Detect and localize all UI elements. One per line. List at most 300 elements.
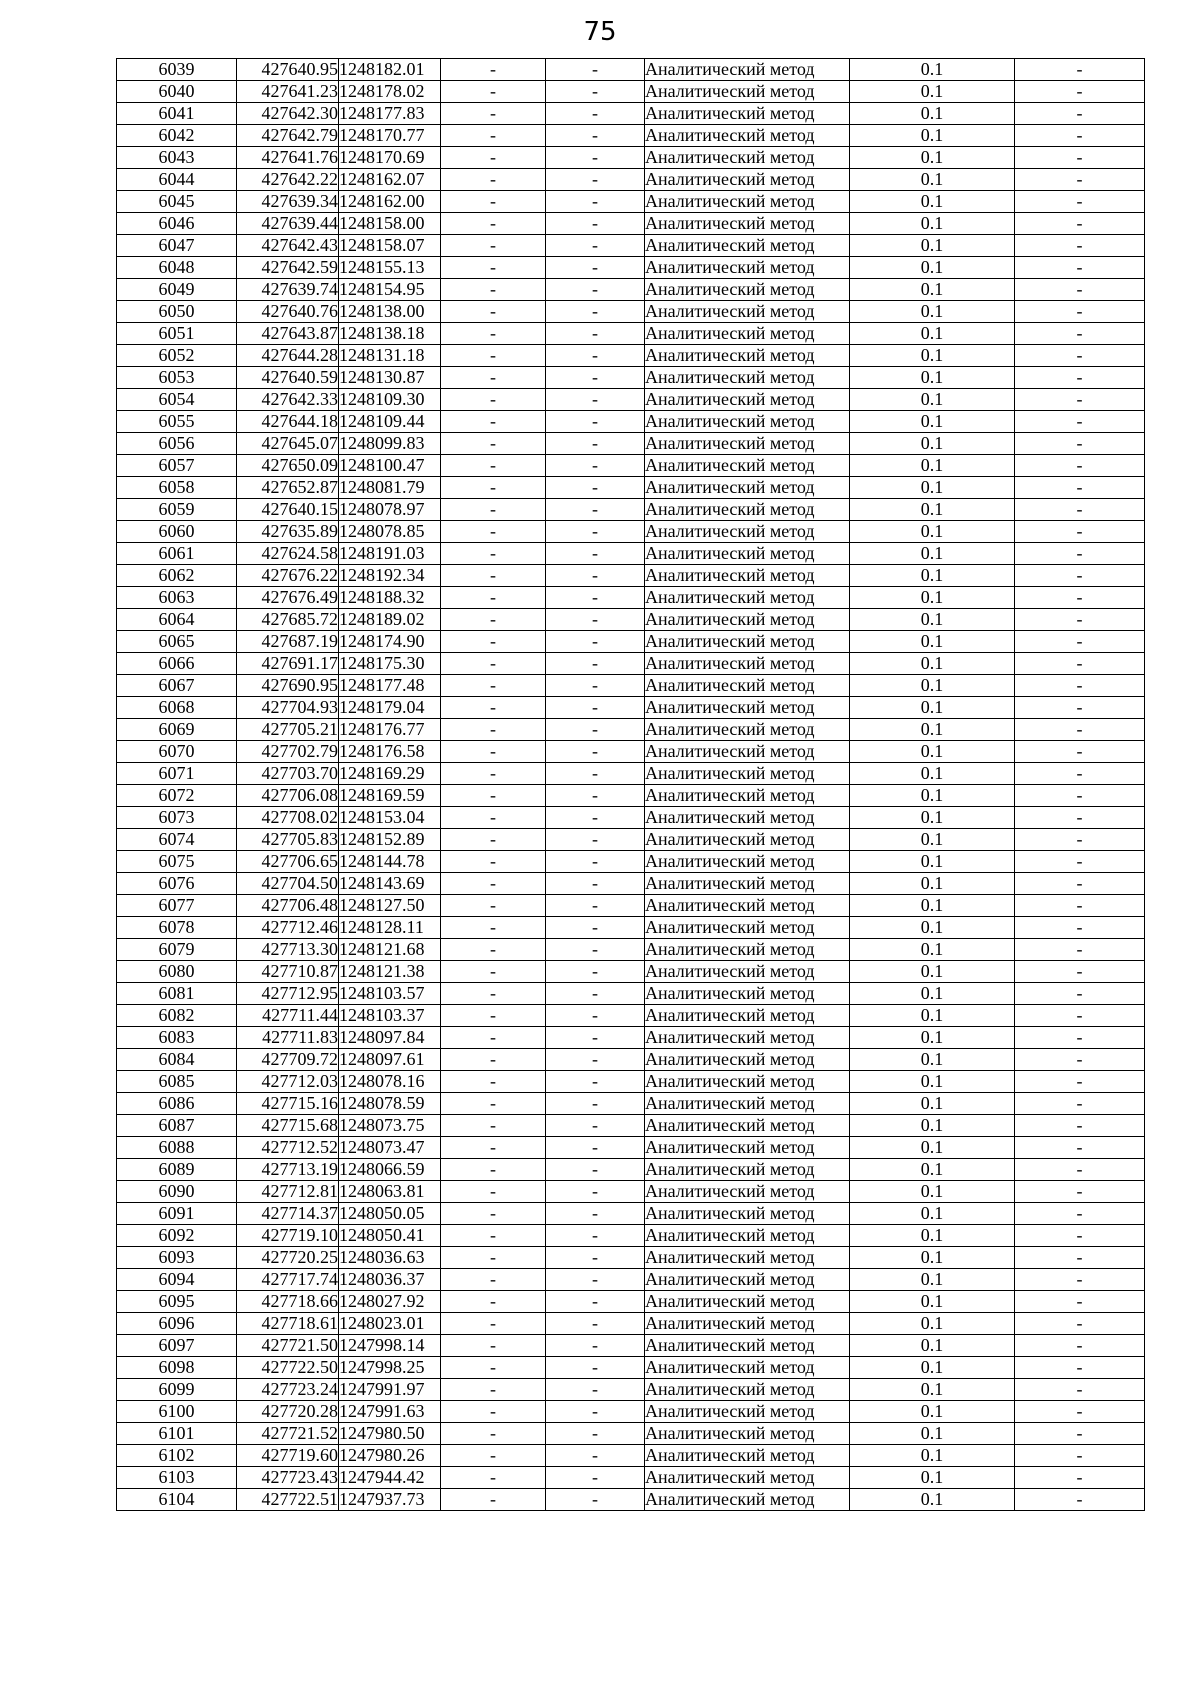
dash-cell-1-cell: - [441,609,546,631]
dash-cell-2-cell: - [546,1269,645,1291]
accuracy-cell: 0.1 [850,785,1015,807]
dash-cell-2-cell: - [546,323,645,345]
dash-cell-2-cell: - [546,1203,645,1225]
dash-cell-1-cell: - [441,191,546,213]
point-number-cell: 6072 [117,785,237,807]
point-number-cell: 6062 [117,565,237,587]
dash-cell-3-cell: - [1015,829,1145,851]
y-coordinate-cell: 1248023.01 [339,1313,441,1335]
point-number-cell: 6059 [117,499,237,521]
dash-cell-2-cell: - [546,565,645,587]
dash-cell-2-cell: - [546,213,645,235]
dash-cell-3-cell: - [1015,367,1145,389]
y-coordinate-cell: 1248027.92 [339,1291,441,1313]
y-coordinate-cell: 1248175.30 [339,653,441,675]
dash-cell-3-cell: - [1015,433,1145,455]
point-number-cell: 6095 [117,1291,237,1313]
table-row [117,1379,1145,1401]
table-row [117,1159,1145,1181]
point-number-cell: 6071 [117,763,237,785]
dash-cell-2-cell: - [546,1379,645,1401]
table-row [117,1357,1145,1379]
dash-cell-1-cell: - [441,1313,546,1335]
accuracy-cell: 0.1 [850,257,1015,279]
dash-cell-2-cell: - [546,939,645,961]
x-coordinate-cell: 427713.30 [237,939,339,961]
dash-cell-3-cell: - [1015,1291,1145,1313]
accuracy-cell: 0.1 [850,807,1015,829]
dash-cell-2-cell: - [546,235,645,257]
dash-cell-3-cell: - [1015,939,1145,961]
dash-cell-1-cell: - [441,169,546,191]
point-number-cell: 6055 [117,411,237,433]
dash-cell-3-cell: - [1015,587,1145,609]
table-row [117,851,1145,873]
method-cell: Аналитический метод [645,411,850,433]
dash-cell-2-cell: - [546,521,645,543]
method-cell: Аналитический метод [645,1489,850,1511]
dash-cell-2-cell: - [546,389,645,411]
table-row [117,1313,1145,1335]
x-coordinate-cell: 427641.76 [237,147,339,169]
dash-cell-3-cell: - [1015,785,1145,807]
point-number-cell: 6043 [117,147,237,169]
x-coordinate-cell: 427715.16 [237,1093,339,1115]
method-cell: Аналитический метод [645,741,850,763]
method-cell: Аналитический метод [645,1269,850,1291]
point-number-cell: 6039 [117,59,237,81]
accuracy-cell: 0.1 [850,961,1015,983]
method-cell: Аналитический метод [645,1027,850,1049]
method-cell: Аналитический метод [645,257,850,279]
dash-cell-2-cell: - [546,851,645,873]
dash-cell-1-cell: - [441,1159,546,1181]
point-number-cell: 6041 [117,103,237,125]
accuracy-cell: 0.1 [850,587,1015,609]
y-coordinate-cell: 1248073.47 [339,1137,441,1159]
method-cell: Аналитический метод [645,1159,850,1181]
y-coordinate-cell: 1247980.26 [339,1445,441,1467]
y-coordinate-cell: 1248103.57 [339,983,441,1005]
table-row [117,1335,1145,1357]
dash-cell-1-cell: - [441,59,546,81]
dash-cell-2-cell: - [546,345,645,367]
table-row [117,697,1145,719]
table-row [117,147,1145,169]
accuracy-cell: 0.1 [850,1071,1015,1093]
dash-cell-2-cell: - [546,499,645,521]
dash-cell-2-cell: - [546,1115,645,1137]
dash-cell-2-cell: - [546,455,645,477]
table-row [117,873,1145,895]
dash-cell-1-cell: - [441,1093,546,1115]
dash-cell-2-cell: - [546,961,645,983]
dash-cell-1-cell: - [441,1203,546,1225]
point-number-cell: 6102 [117,1445,237,1467]
point-number-cell: 6069 [117,719,237,741]
dash-cell-1-cell: - [441,565,546,587]
table-row [117,785,1145,807]
dash-cell-2-cell: - [546,367,645,389]
dash-cell-3-cell: - [1015,763,1145,785]
accuracy-cell: 0.1 [850,1203,1015,1225]
y-coordinate-cell: 1247980.50 [339,1423,441,1445]
point-number-cell: 6103 [117,1467,237,1489]
dash-cell-3-cell: - [1015,235,1145,257]
y-coordinate-cell: 1248050.05 [339,1203,441,1225]
dash-cell-1-cell: - [441,257,546,279]
table-body [117,59,1145,1511]
dash-cell-2-cell: - [546,741,645,763]
dash-cell-3-cell: - [1015,1137,1145,1159]
y-coordinate-cell: 1248036.63 [339,1247,441,1269]
table-row [117,983,1145,1005]
dash-cell-3-cell: - [1015,983,1145,1005]
method-cell: Аналитический метод [645,829,850,851]
table-row [117,675,1145,697]
accuracy-cell: 0.1 [850,1467,1015,1489]
point-number-cell: 6040 [117,81,237,103]
y-coordinate-cell: 1248169.29 [339,763,441,785]
y-coordinate-cell: 1248050.41 [339,1225,441,1247]
dash-cell-2-cell: - [546,1225,645,1247]
method-cell: Аналитический метод [645,433,850,455]
x-coordinate-cell: 427705.21 [237,719,339,741]
accuracy-cell: 0.1 [850,1313,1015,1335]
point-number-cell: 6047 [117,235,237,257]
y-coordinate-cell: 1248066.59 [339,1159,441,1181]
point-number-cell: 6089 [117,1159,237,1181]
point-number-cell: 6046 [117,213,237,235]
x-coordinate-cell: 427676.22 [237,565,339,587]
table-row [117,213,1145,235]
point-number-cell: 6070 [117,741,237,763]
point-number-cell: 6065 [117,631,237,653]
point-number-cell: 6078 [117,917,237,939]
y-coordinate-cell: 1248127.50 [339,895,441,917]
accuracy-cell: 0.1 [850,433,1015,455]
y-coordinate-cell: 1248176.58 [339,741,441,763]
table-row [117,939,1145,961]
dash-cell-1-cell: - [441,367,546,389]
method-cell: Аналитический метод [645,543,850,565]
x-coordinate-cell: 427685.72 [237,609,339,631]
point-number-cell: 6081 [117,983,237,1005]
dash-cell-3-cell: - [1015,257,1145,279]
accuracy-cell: 0.1 [850,675,1015,697]
dash-cell-1-cell: - [441,213,546,235]
dash-cell-3-cell: - [1015,1049,1145,1071]
point-number-cell: 6042 [117,125,237,147]
dash-cell-1-cell: - [441,1071,546,1093]
dash-cell-2-cell: - [546,631,645,653]
dash-cell-1-cell: - [441,1049,546,1071]
dash-cell-2-cell: - [546,785,645,807]
x-coordinate-cell: 427712.81 [237,1181,339,1203]
accuracy-cell: 0.1 [850,543,1015,565]
dash-cell-2-cell: - [546,1049,645,1071]
dash-cell-1-cell: - [441,961,546,983]
accuracy-cell: 0.1 [850,873,1015,895]
y-coordinate-cell: 1247944.42 [339,1467,441,1489]
x-coordinate-cell: 427706.08 [237,785,339,807]
y-coordinate-cell: 1248182.01 [339,59,441,81]
dash-cell-3-cell: - [1015,59,1145,81]
method-cell: Аналитический метод [645,81,850,103]
table-row [117,1423,1145,1445]
accuracy-cell: 0.1 [850,235,1015,257]
x-coordinate-cell: 427708.02 [237,807,339,829]
table-row [117,389,1145,411]
table-row [117,455,1145,477]
table-row [117,763,1145,785]
dash-cell-1-cell: - [441,785,546,807]
table-row [117,433,1145,455]
dash-cell-2-cell: - [546,1005,645,1027]
table-row [117,1247,1145,1269]
y-coordinate-cell: 1248170.69 [339,147,441,169]
table-row [117,1093,1145,1115]
dash-cell-2-cell: - [546,125,645,147]
dash-cell-3-cell: - [1015,675,1145,697]
dash-cell-3-cell: - [1015,279,1145,301]
dash-cell-2-cell: - [546,411,645,433]
y-coordinate-cell: 1248192.34 [339,565,441,587]
table-row [117,323,1145,345]
point-number-cell: 6091 [117,1203,237,1225]
dash-cell-1-cell: - [441,81,546,103]
dash-cell-1-cell: - [441,147,546,169]
table-row [117,103,1145,125]
dash-cell-3-cell: - [1015,1467,1145,1489]
dash-cell-1-cell: - [441,543,546,565]
dash-cell-2-cell: - [546,1423,645,1445]
method-cell: Аналитический метод [645,785,850,807]
accuracy-cell: 0.1 [850,1137,1015,1159]
method-cell: Аналитический метод [645,1247,850,1269]
point-number-cell: 6086 [117,1093,237,1115]
method-cell: Аналитический метод [645,1225,850,1247]
dash-cell-3-cell: - [1015,169,1145,191]
table-row [117,1137,1145,1159]
dash-cell-3-cell: - [1015,477,1145,499]
method-cell: Аналитический метод [645,125,850,147]
x-coordinate-cell: 427719.10 [237,1225,339,1247]
method-cell: Аналитический метод [645,895,850,917]
point-number-cell: 6082 [117,1005,237,1027]
x-coordinate-cell: 427722.50 [237,1357,339,1379]
dash-cell-1-cell: - [441,1423,546,1445]
point-number-cell: 6044 [117,169,237,191]
method-cell: Аналитический метод [645,983,850,1005]
method-cell: Аналитический метод [645,279,850,301]
x-coordinate-cell: 427640.95 [237,59,339,81]
accuracy-cell: 0.1 [850,191,1015,213]
method-cell: Аналитический метод [645,103,850,125]
dash-cell-3-cell: - [1015,389,1145,411]
y-coordinate-cell: 1248174.90 [339,631,441,653]
dash-cell-1-cell: - [441,1467,546,1489]
y-coordinate-cell: 1248063.81 [339,1181,441,1203]
method-cell: Аналитический метод [645,389,850,411]
dash-cell-3-cell: - [1015,1093,1145,1115]
dash-cell-2-cell: - [546,1445,645,1467]
method-cell: Аналитический метод [645,1335,850,1357]
dash-cell-3-cell: - [1015,103,1145,125]
dash-cell-1-cell: - [441,521,546,543]
y-coordinate-cell: 1248078.59 [339,1093,441,1115]
dash-cell-1-cell: - [441,411,546,433]
table-row [117,1291,1145,1313]
method-cell: Аналитический метод [645,1401,850,1423]
table-row [117,807,1145,829]
point-number-cell: 6067 [117,675,237,697]
x-coordinate-cell: 427713.19 [237,1159,339,1181]
point-number-cell: 6063 [117,587,237,609]
accuracy-cell: 0.1 [850,1269,1015,1291]
accuracy-cell: 0.1 [850,213,1015,235]
dash-cell-2-cell: - [546,895,645,917]
point-number-cell: 6064 [117,609,237,631]
method-cell: Аналитический метод [645,1423,850,1445]
accuracy-cell: 0.1 [850,1445,1015,1467]
dash-cell-1-cell: - [441,499,546,521]
point-number-cell: 6052 [117,345,237,367]
table-row [117,1489,1145,1511]
accuracy-cell: 0.1 [850,1225,1015,1247]
method-cell: Аналитический метод [645,1181,850,1203]
dash-cell-2-cell: - [546,169,645,191]
dash-cell-3-cell: - [1015,455,1145,477]
y-coordinate-cell: 1248143.69 [339,873,441,895]
dash-cell-2-cell: - [546,301,645,323]
point-number-cell: 6074 [117,829,237,851]
point-number-cell: 6073 [117,807,237,829]
x-coordinate-cell: 427639.44 [237,213,339,235]
accuracy-cell: 0.1 [850,1005,1015,1027]
y-coordinate-cell: 1248130.87 [339,367,441,389]
dash-cell-3-cell: - [1015,741,1145,763]
dash-cell-2-cell: - [546,873,645,895]
dash-cell-3-cell: - [1015,323,1145,345]
method-cell: Аналитический метод [645,697,850,719]
dash-cell-1-cell: - [441,983,546,1005]
dash-cell-1-cell: - [441,829,546,851]
dash-cell-2-cell: - [546,1071,645,1093]
dash-cell-1-cell: - [441,1137,546,1159]
x-coordinate-cell: 427687.19 [237,631,339,653]
y-coordinate-cell: 1247998.25 [339,1357,441,1379]
table-row [117,521,1145,543]
x-coordinate-cell: 427712.52 [237,1137,339,1159]
y-coordinate-cell: 1248138.00 [339,301,441,323]
x-coordinate-cell: 427652.87 [237,477,339,499]
point-number-cell: 6045 [117,191,237,213]
table-row [117,917,1145,939]
method-cell: Аналитический метод [645,477,850,499]
point-number-cell: 6093 [117,1247,237,1269]
x-coordinate-cell: 427642.33 [237,389,339,411]
point-number-cell: 6083 [117,1027,237,1049]
dash-cell-2-cell: - [546,103,645,125]
x-coordinate-cell: 427711.44 [237,1005,339,1027]
table-row [117,169,1145,191]
dash-cell-3-cell: - [1015,653,1145,675]
table-row [117,719,1145,741]
x-coordinate-cell: 427717.74 [237,1269,339,1291]
x-coordinate-cell: 427712.46 [237,917,339,939]
dash-cell-3-cell: - [1015,873,1145,895]
accuracy-cell: 0.1 [850,125,1015,147]
dash-cell-1-cell: - [441,1379,546,1401]
dash-cell-3-cell: - [1015,565,1145,587]
method-cell: Аналитический метод [645,191,850,213]
accuracy-cell: 0.1 [850,1159,1015,1181]
x-coordinate-cell: 427706.65 [237,851,339,873]
table-row [117,609,1145,631]
accuracy-cell: 0.1 [850,521,1015,543]
table-row [117,543,1145,565]
accuracy-cell: 0.1 [850,939,1015,961]
table-row [117,235,1145,257]
method-cell: Аналитический метод [645,1203,850,1225]
dash-cell-1-cell: - [441,1357,546,1379]
dash-cell-3-cell: - [1015,191,1145,213]
dash-cell-3-cell: - [1015,1203,1145,1225]
table-row [117,191,1145,213]
y-coordinate-cell: 1248128.11 [339,917,441,939]
dash-cell-1-cell: - [441,1027,546,1049]
point-number-cell: 6061 [117,543,237,565]
dash-cell-3-cell: - [1015,411,1145,433]
method-cell: Аналитический метод [645,587,850,609]
dash-cell-1-cell: - [441,455,546,477]
dash-cell-3-cell: - [1015,1489,1145,1511]
method-cell: Аналитический метод [645,455,850,477]
accuracy-cell: 0.1 [850,1181,1015,1203]
dash-cell-3-cell: - [1015,1159,1145,1181]
point-number-cell: 6088 [117,1137,237,1159]
accuracy-cell: 0.1 [850,719,1015,741]
dash-cell-3-cell: - [1015,147,1145,169]
point-number-cell: 6060 [117,521,237,543]
method-cell: Аналитический метод [645,345,850,367]
dash-cell-3-cell: - [1015,81,1145,103]
table-row [117,1181,1145,1203]
table-row [117,499,1145,521]
accuracy-cell: 0.1 [850,1357,1015,1379]
table-row [117,1115,1145,1137]
x-coordinate-cell: 427642.22 [237,169,339,191]
dash-cell-1-cell: - [441,1247,546,1269]
point-number-cell: 6085 [117,1071,237,1093]
table-row [117,1445,1145,1467]
y-coordinate-cell: 1247998.14 [339,1335,441,1357]
dash-cell-3-cell: - [1015,719,1145,741]
y-coordinate-cell: 1248179.04 [339,697,441,719]
x-coordinate-cell: 427712.03 [237,1071,339,1093]
dash-cell-3-cell: - [1015,1335,1145,1357]
table-row [117,961,1145,983]
x-coordinate-cell: 427642.79 [237,125,339,147]
accuracy-cell: 0.1 [850,1115,1015,1137]
point-number-cell: 6075 [117,851,237,873]
table-row [117,367,1145,389]
accuracy-cell: 0.1 [850,367,1015,389]
point-number-cell: 6101 [117,1423,237,1445]
accuracy-cell: 0.1 [850,1335,1015,1357]
dash-cell-2-cell: - [546,81,645,103]
